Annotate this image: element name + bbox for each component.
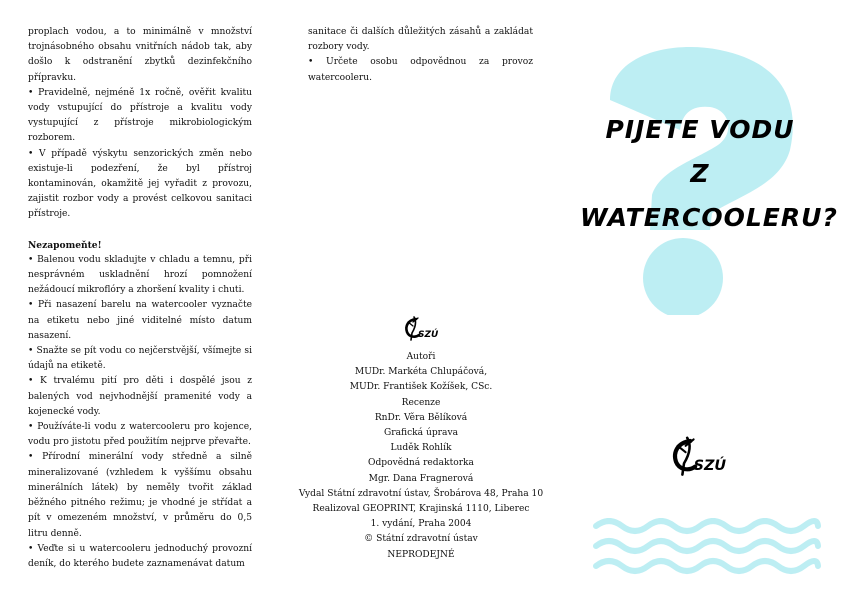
credit-line: MUDr. Markéta Chlupáčová, xyxy=(354,367,488,378)
logo-text: SZÚ xyxy=(418,330,439,340)
credit-line: Luděk Rohlík xyxy=(390,443,452,454)
cover-title xyxy=(580,108,838,240)
waves-graphic xyxy=(592,518,822,582)
credit-line: © Státní zdravotní ústav xyxy=(364,534,478,545)
left-bullet: • Snažte se pít vodu co nejčerstvější, všímejte si údajů na etiketě. xyxy=(28,346,252,372)
credit-line: MUDr. František Kožíšek, CSc. xyxy=(349,382,493,393)
credit-line: NEPRODEJNÉ xyxy=(387,549,455,560)
credit-line: RnDr. Věra Bělíková xyxy=(374,412,468,423)
credit-line: Realizoval GEOPRINT, Krajinská 1110, Liberec xyxy=(312,504,530,515)
credit-line: 1. vydání, Praha 2004 xyxy=(370,519,472,530)
left-bullet: • Používáte-li vodu z watercooleru pro kojence, vodu pro jistotu před použitím nejprve převařte. xyxy=(28,422,252,448)
credits-block xyxy=(288,350,554,563)
credit-line: Grafická úprava xyxy=(383,428,459,439)
left-paragraph: • Pravidelně, nejméně 1x ročně, ověřit kvalitu vody vstupující do přístroje a kvalitu vody vystupující z přístroje mikrobiologickým rozborem. xyxy=(28,87,252,144)
left-paragraph: proplach vodou, a to minimálně v množství trojnásobného obsahu vnitřních nádob tak, aby došlo k odstranění zbytků dezinfekčního přípravku. xyxy=(28,27,252,83)
credit-line: Vydal Státní zdravotní ústav, Šrobárova 48, Praha 10 xyxy=(298,488,544,499)
left-bullet: • Balenou vodu skladujte v chladu a temnu, při nesprávném uskladnění hrozí pomnožení nežádoucí mikroflóry a zhoršení kvality i chuti. xyxy=(28,254,252,296)
szu-logo xyxy=(402,316,442,342)
title-line: PIJETE VODU xyxy=(605,115,795,144)
title-line: Z xyxy=(690,159,710,188)
credit-line: Autoři xyxy=(406,352,436,362)
credit-line: Recenze xyxy=(401,397,441,408)
reminder-heading: Nezapomeňte! xyxy=(28,239,102,251)
middle-paragraph: • Určete osobu odpovědnou za provoz watercooleru. xyxy=(308,57,533,83)
credit-line: Mgr. Dana Fragnerová xyxy=(368,473,474,484)
left-bullet: • Veďte si u watercooleru jednoduchý provozní deník, do kterého budete zaznamenávat datum xyxy=(28,543,252,569)
title-line: WATERCOOLERU? xyxy=(580,203,838,232)
logo-text-large: SZÚ xyxy=(693,457,727,474)
left-paragraph: • V případě výskytu senzorických změn nebo existuje-li podezření, že byl přístroj kontaminován, okamžitě jej vyřadit z provozu, zajistit rozbor vody a provést celkovou sanitaci přístroje. xyxy=(28,148,252,220)
left-bullet: • Při nasazení barelu na watercooler vyznačte na etiketu nebo jiné viditelné místo datum nasazení. xyxy=(28,300,252,341)
left-bullet: • Přírodní minerální vody středně a silně mineralizované (vzhledem k vyššímu obsahu minerálních látek) by neměly tvořit základ běžného pitného režimu; je vhodné je střídat a pít v omezeném množství, v průměru do 0,5 litru denně. xyxy=(28,452,252,539)
szu-logo-large xyxy=(668,436,732,478)
left-column xyxy=(28,25,252,572)
middle-paragraph: sanitace či dalších důležitých zásahů a zakládat rozbory vody. xyxy=(308,27,533,53)
credit-line: Odpovědná redaktorka xyxy=(368,458,474,469)
middle-column xyxy=(308,25,533,86)
left-bullet: • K trvalému pití pro děti i dospělé jsou z balených vod nejvhodnější pramenité vody a kojenecké vody. xyxy=(28,376,252,417)
